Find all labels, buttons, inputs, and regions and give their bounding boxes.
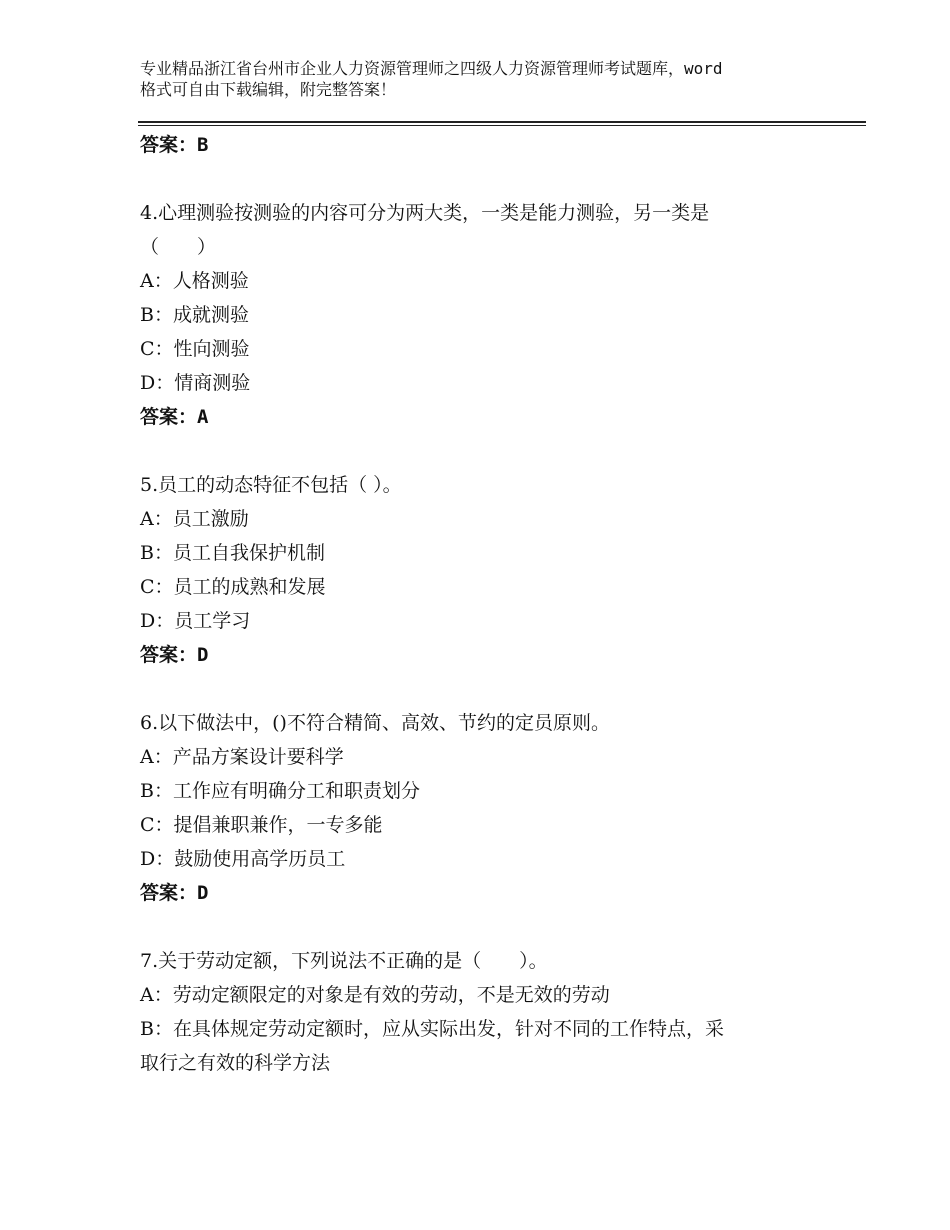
answer-value: B	[197, 134, 209, 156]
question-7	[140, 944, 840, 1080]
answer-value: A	[197, 406, 209, 428]
question-5-option-c: C：员工的成熟和发展	[140, 576, 326, 598]
question-6	[140, 706, 840, 910]
question-7-option-a: A：劳动定额限定的对象是有效的劳动，不是无效的劳动	[140, 984, 610, 1006]
question-4-option-b: B：成就测验	[140, 304, 249, 326]
question-5-option-a: A：员工激励	[140, 508, 249, 530]
question-4-option-d: D：情商测验	[140, 372, 251, 394]
answer-label: 答案：	[140, 882, 198, 904]
question-6-option-c: C：提倡兼职兼作，一专多能	[140, 814, 383, 836]
question-5-option-b: B：员工自我保护机制	[140, 542, 325, 564]
answer-value: D	[197, 882, 209, 904]
answer-q3	[140, 128, 840, 162]
question-6-option-a: A：产品方案设计要科学	[140, 746, 344, 768]
header-rule-thin	[138, 125, 866, 126]
header-title-line2: 格式可自由下载编辑，附完整答案！	[140, 80, 397, 99]
answer-q6	[140, 876, 840, 910]
question-6-option-d: D：鼓励使用高学历员工	[140, 848, 346, 870]
header-rule	[138, 121, 866, 123]
question-6-stem: 6.以下做法中，()不符合精简、高效、节约的定员原则。	[140, 712, 610, 734]
answer-label: 答案：	[140, 134, 198, 156]
header-title-line1: 专业精品浙江省台州市企业人力资源管理师之四级人力资源管理师考试题库，word	[140, 59, 723, 78]
document-header	[140, 58, 840, 100]
answer-label: 答案：	[140, 406, 198, 428]
question-4-option-a: A：人格测验	[140, 270, 249, 292]
question-5-option-d: D：员工学习	[140, 610, 251, 632]
answer-value: D	[197, 644, 209, 666]
question-7-option-b-cont: 取行之有效的科学方法	[140, 1052, 331, 1074]
question-4-stem-cont: （ ）	[140, 236, 217, 258]
question-4-stem: 4.心理测验按测验的内容可分为两大类，一类是能力测验，另一类是	[140, 202, 710, 224]
question-list	[140, 128, 840, 1080]
answer-q5	[140, 638, 840, 672]
answer-q4	[140, 400, 840, 434]
question-4-option-c: C：性向测验	[140, 338, 250, 360]
question-4	[140, 196, 840, 434]
question-5	[140, 468, 840, 672]
question-7-stem: 7.关于劳动定额，下列说法不正确的是（ ）。	[140, 950, 548, 972]
answer-label: 答案：	[140, 644, 198, 666]
question-7-option-b: B：在具体规定劳动定额时，应从实际出发，针对不同的工作特点，采	[140, 1018, 724, 1040]
question-5-stem: 5.员工的动态特征不包括（ ）。	[140, 474, 402, 496]
question-6-option-b: B：工作应有明确分工和职责划分	[140, 780, 420, 802]
